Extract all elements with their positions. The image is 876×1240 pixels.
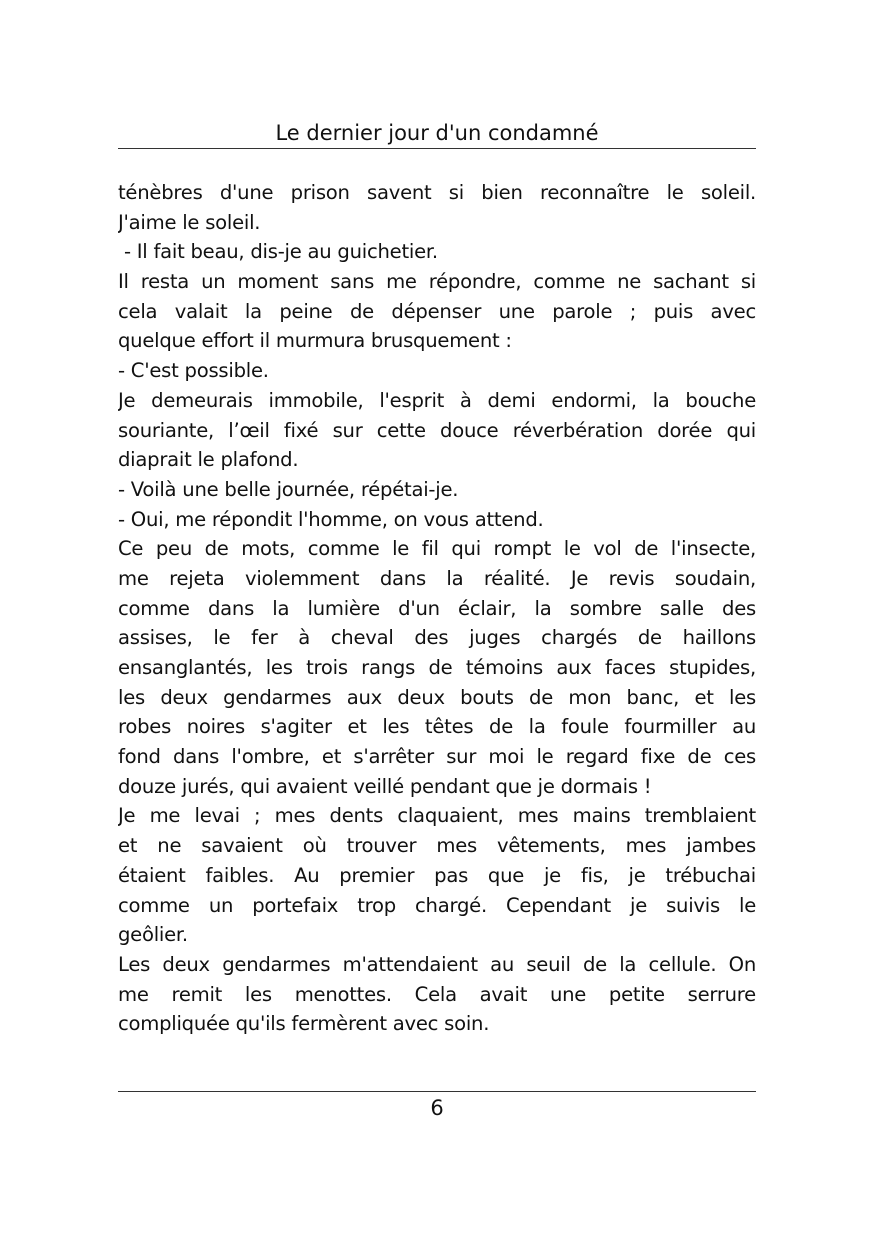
footer-divider [118, 1091, 756, 1092]
text-line: - C'est possible. [118, 359, 269, 383]
text-line: me rejeta violemment dans la réalité. Je revis soudain, [118, 566, 756, 590]
text-line: diaprait le plafond. [118, 448, 299, 472]
page-number: 6 [430, 1096, 444, 1120]
text-line: - Voilà une belle journée, répétai-je. [118, 477, 459, 501]
text-line: assises, le fer à cheval des juges chargés de haillons [118, 626, 756, 650]
text-line: compliquée qu'ils fermèrent avec soin. [118, 1012, 490, 1036]
text-line: fond dans l'ombre, et s'arrêter sur moi le regard fixe de ces [118, 745, 756, 769]
text-line: Je demeurais immobile, l'esprit à demi endormi, la bouche [118, 388, 756, 412]
text-line: les deux gendarmes aux deux bouts de mon banc, et les [118, 685, 756, 709]
book-title: Le dernier jour d'un condamné [275, 121, 599, 145]
header-divider [118, 148, 756, 149]
text-line: douze jurés, qui avaient veillé pendant que je dormais ! [118, 774, 652, 798]
text-line: geôlier. [118, 923, 188, 947]
text-line: quelque effort il murmura brusquement : [118, 329, 512, 353]
text-line: J'aime le soleil. [118, 210, 261, 234]
text-line: ténèbres d'une prison savent si bien reconnaître le soleil. [118, 181, 756, 204]
text-line: me remit les menottes. Cela avait une petite serrure [118, 982, 756, 1006]
text-line: ensanglantés, les trois rangs de témoins aux faces stupides, [118, 656, 756, 679]
text-line: Ce peu de mots, comme le fil qui rompt le vol de l'insecte, [118, 537, 756, 561]
text-line: Je me levai ; mes dents claquaient, mes mains tremblaient [118, 804, 756, 828]
text-line: Les deux gendarmes m'attendaient au seuil de la cellule. On [118, 952, 756, 976]
page-body-text [118, 178, 756, 1039]
text-line: - Il fait beau, dis-je au guichetier. [118, 240, 438, 264]
text-line: cela valait la peine de dépenser une parole ; puis avec [118, 299, 756, 323]
text-line: comme dans la lumière d'un éclair, la sombre salle des [118, 596, 756, 620]
text-line: étaient faibles. Au premier pas que je fis, je trébuchai [118, 863, 756, 887]
text-line: - Oui, me répondit l'homme, on vous attend. [118, 507, 544, 531]
text-line: et ne savaient où trouver mes vêtements, mes jambes [118, 834, 756, 858]
text-line: comme un portefaix trop chargé. Cependant je suivis le [118, 893, 756, 917]
text-line: Il resta un moment sans me répondre, comme ne sachant si [118, 270, 756, 294]
text-line: souriante, l’œil fixé sur cette douce réverbération dorée qui [118, 418, 756, 442]
text-line: robes noires s'agiter et les têtes de la foule fourmiller au [118, 715, 756, 739]
